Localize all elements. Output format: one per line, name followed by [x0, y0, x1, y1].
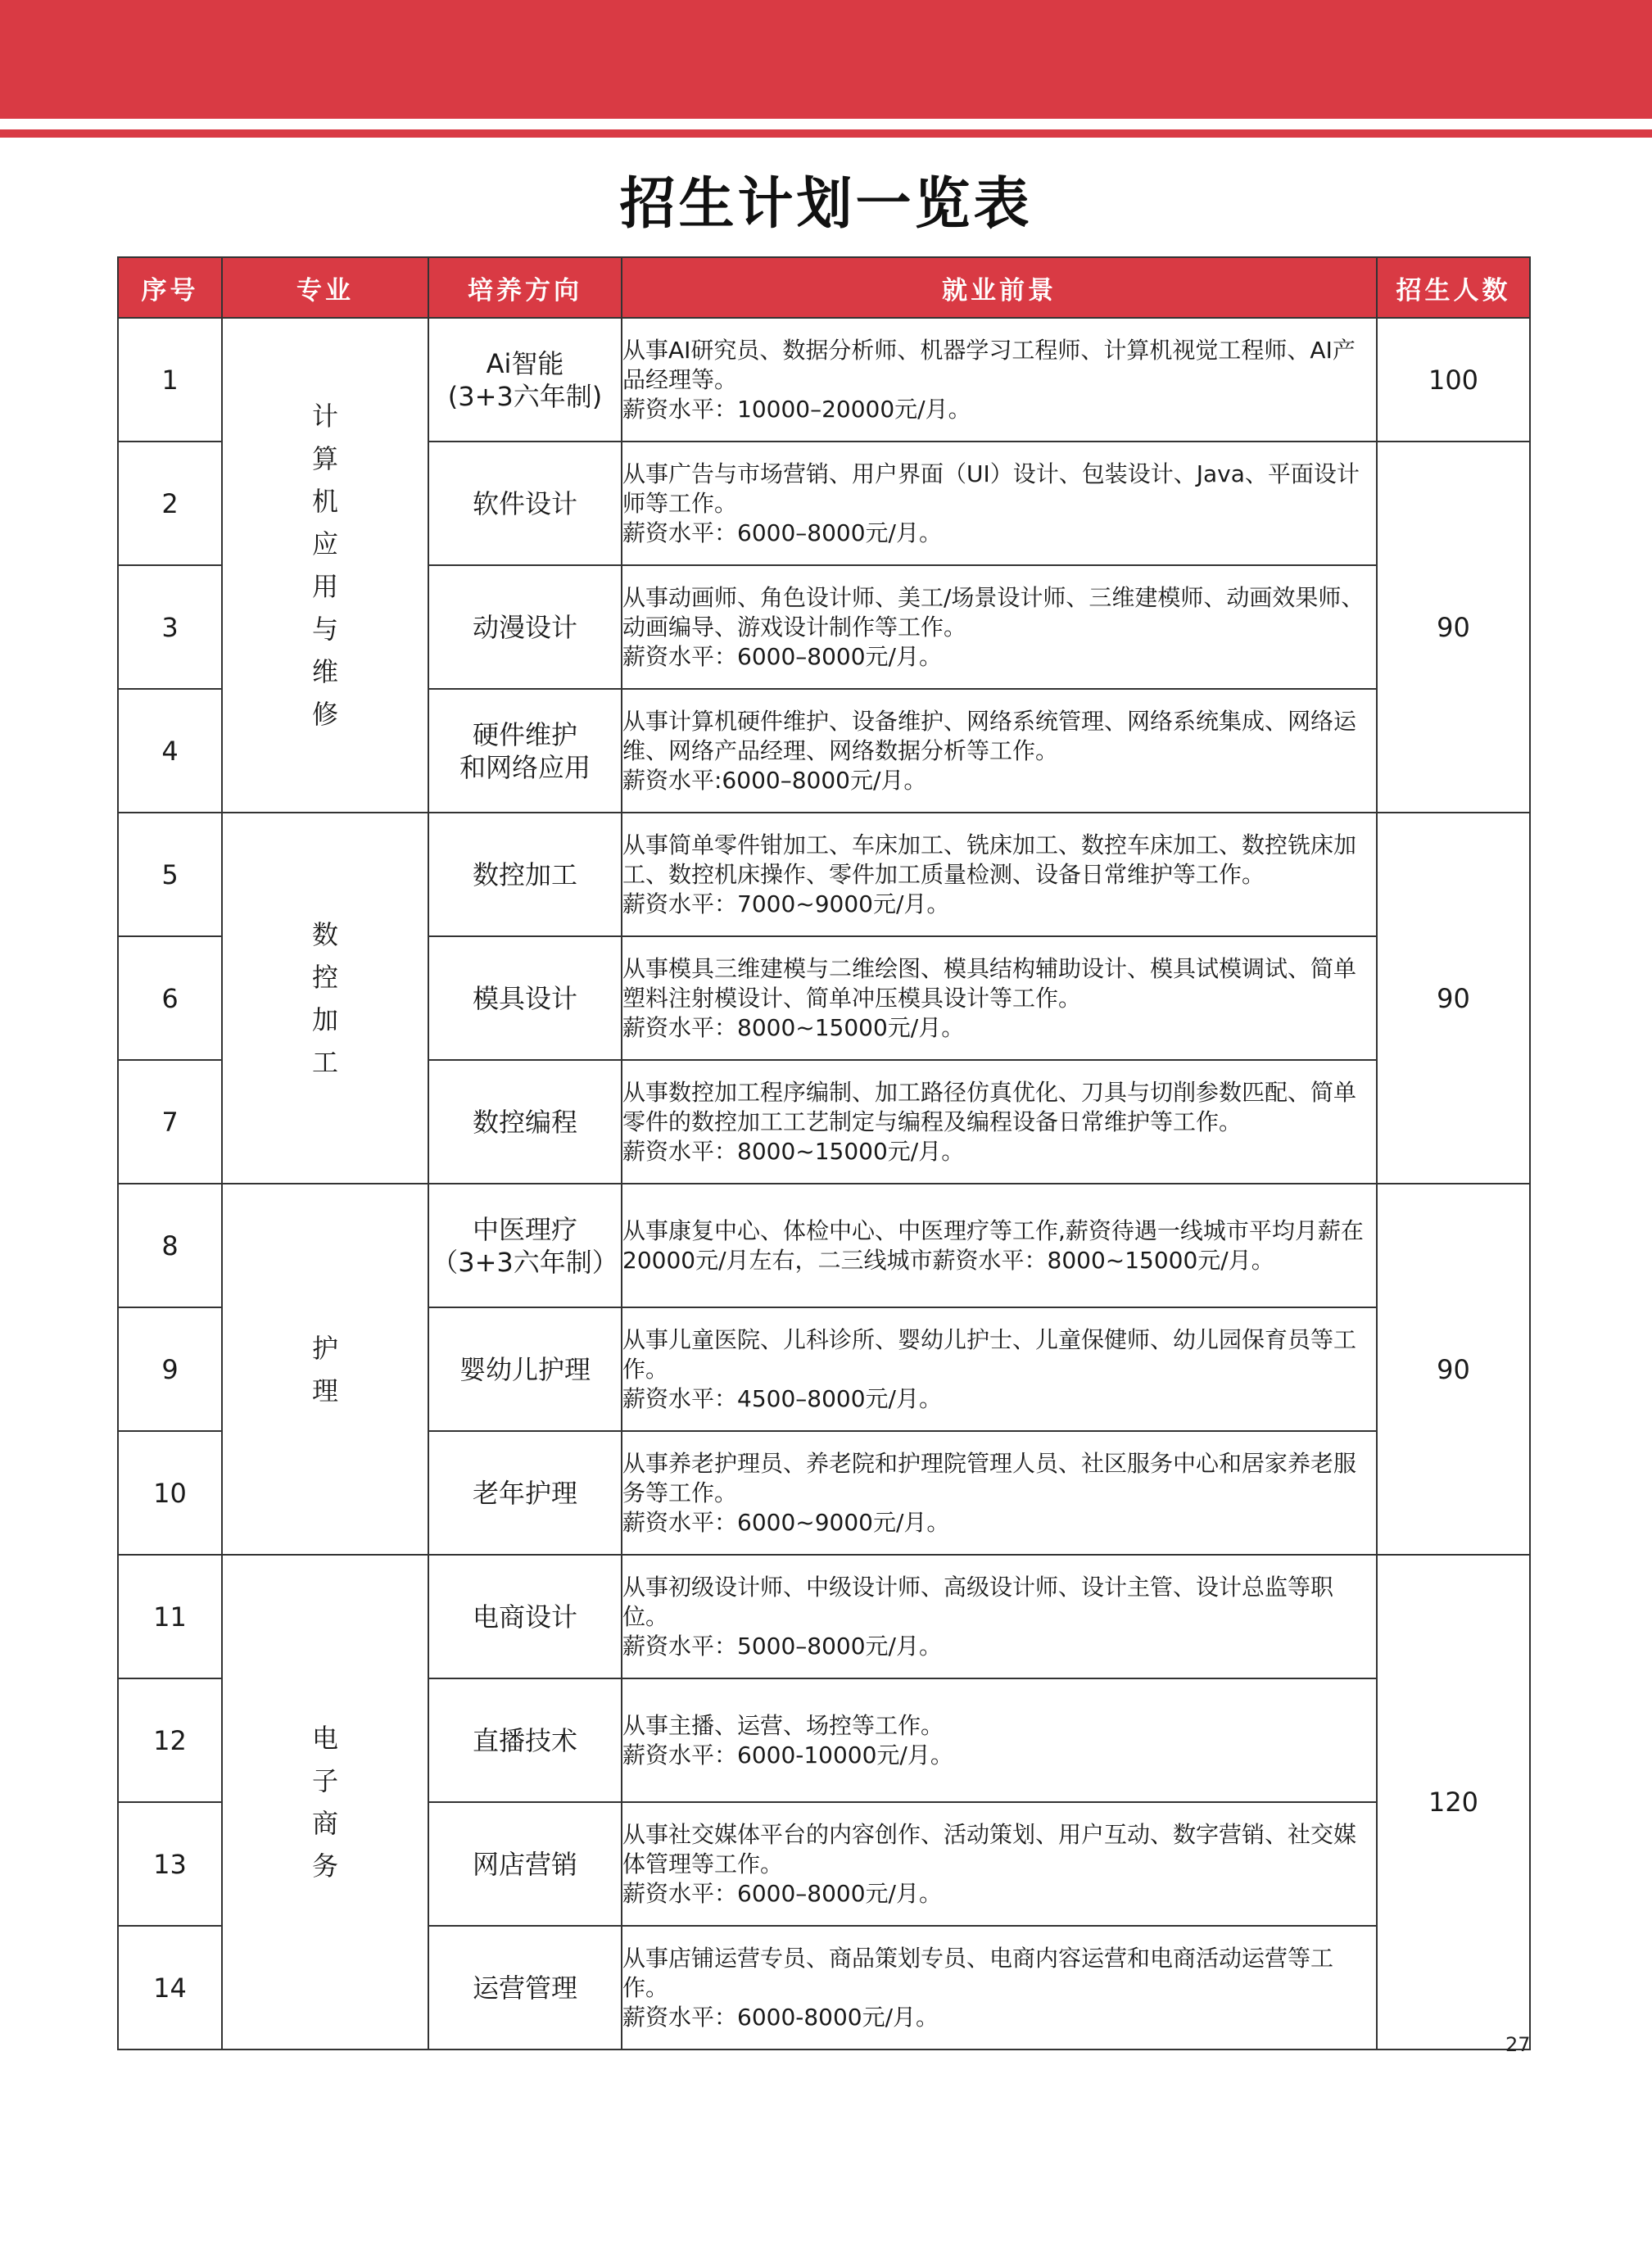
cell-direction: 数控编程 — [428, 1060, 622, 1184]
major-char: 与 — [311, 614, 338, 645]
header-direction: 培养方向 — [428, 257, 622, 318]
cell-quota: 90 — [1377, 813, 1530, 1184]
major-char: 加 — [311, 1003, 338, 1035]
cell-serial: 10 — [118, 1431, 222, 1555]
cell-prospect: 从事康复中心、体检中心、中医理疗等工作,薪资待遇一线城市平均月薪在20000元/月左右，二三线城市薪资水平：8000~15000元/月。 — [622, 1184, 1377, 1307]
top-divider-line — [0, 129, 1652, 138]
cell-prospect: 从事数控加工程序编制、加工路径仿真优化、刀具与切削参数匹配、简单零件的数控加工工艺制定与编程及编程设备日常维护等工作。 薪资水平：8000~15000元/月。 — [622, 1060, 1377, 1184]
cell-direction: 硬件维护 和网络应用 — [428, 689, 622, 813]
major-char: 电 — [311, 1723, 338, 1754]
cell-serial: 14 — [118, 1926, 222, 2050]
major-char: 商 — [311, 1808, 338, 1839]
cell-serial: 5 — [118, 813, 222, 936]
cell-direction: 软件设计 — [428, 442, 622, 565]
major-char: 应 — [311, 528, 338, 559]
cell-serial: 4 — [118, 689, 222, 813]
major-char: 控 — [311, 961, 338, 993]
cell-quota: 100 — [1377, 318, 1530, 442]
cell-major — [222, 1184, 428, 1555]
cell-prospect: 从事简单零件钳加工、车床加工、铣床加工、数控车床加工、数控铣床加工、数控机床操作、零件加工质量检测、设备日常维护等工作。 薪资水平：7000~9000元/月。 — [622, 813, 1377, 936]
cell-prospect: 从事店铺运营专员、商品策划专员、电商内容运营和电商活动运营等工作。 薪资水平：6000-8000元/月。 — [622, 1926, 1377, 2050]
cell-serial: 12 — [118, 1678, 222, 1802]
cell-serial: 13 — [118, 1802, 222, 1926]
cell-serial: 11 — [118, 1555, 222, 1678]
cell-prospect: 从事初级设计师、中级设计师、高级设计师、设计主管、设计总监等职位。 薪资水平：5000–8000元/月。 — [622, 1555, 1377, 1678]
table-body — [118, 318, 1530, 2050]
cell-quota: 90 — [1377, 442, 1530, 813]
cell-serial: 9 — [118, 1307, 222, 1431]
cell-prospect: 从事儿童医院、儿科诊所、婴幼儿护士、儿童保健师、幼儿园保育员等工作。 薪资水平：4500–8000元/月。 — [622, 1307, 1377, 1431]
cell-direction: 直播技术 — [428, 1678, 622, 1802]
cell-serial: 3 — [118, 565, 222, 689]
major-char: 计 — [311, 401, 338, 432]
cell-serial: 7 — [118, 1060, 222, 1184]
cell-direction: 电商设计 — [428, 1555, 622, 1678]
header-serial: 序号 — [118, 257, 222, 318]
cell-prospect: 从事计算机硬件维护、设备维护、网络系统管理、网络系统集成、网络运维、网络产品经理、网络数据分析等工作。 薪资水平:6000–8000元/月。 — [622, 689, 1377, 813]
cell-prospect: 从事广告与市场营销、用户界面（UI）设计、包装设计、Java、平面设计师等工作。 薪资水平：6000–8000元/月。 — [622, 442, 1377, 565]
cell-major — [222, 318, 428, 813]
table-row — [118, 1555, 1530, 1678]
major-char: 维 — [311, 656, 338, 687]
header-quota: 招生人数 — [1377, 257, 1530, 318]
header-prospect: 就业前景 — [622, 257, 1377, 318]
cell-prospect: 从事模具三维建模与二维绘图、模具结构辅助设计、模具试模调试、简单塑料注射模设计、简单冲压模具设计等工作。 薪资水平：8000~15000元/月。 — [622, 936, 1377, 1060]
cell-direction: 动漫设计 — [428, 565, 622, 689]
cell-prospect: 从事AI研究员、数据分析师、机器学习工程师、计算机视觉工程师、AI产品经理等。 薪资水平：10000–20000元/月。 — [622, 318, 1377, 442]
cell-prospect: 从事养老护理员、养老院和护理院管理人员、社区服务中心和居家养老服务等工作。 薪资水平：6000~9000元/月。 — [622, 1431, 1377, 1555]
major-char: 工 — [311, 1046, 338, 1078]
major-char: 数 — [311, 918, 338, 950]
cell-direction: 模具设计 — [428, 936, 622, 1060]
cell-direction: Ai智能 (3+3六年制) — [428, 318, 622, 442]
cell-direction: 数控加工 — [428, 813, 622, 936]
cell-direction: 网店营销 — [428, 1802, 622, 1926]
cell-prospect: 从事主播、运营、场控等工作。 薪资水平：6000-10000元/月。 — [622, 1678, 1377, 1802]
major-char: 子 — [311, 1765, 338, 1796]
cell-direction: 中医理疗 （3+3六年制） — [428, 1184, 622, 1307]
cell-serial: 2 — [118, 442, 222, 565]
cell-serial: 6 — [118, 936, 222, 1060]
cell-direction: 婴幼儿护理 — [428, 1307, 622, 1431]
cell-prospect: 从事动画师、角色设计师、美工/场景设计师、三维建模师、动画效果师、动画编导、游戏设计制作等工作。 薪资水平：6000–8000元/月。 — [622, 565, 1377, 689]
table-row — [118, 318, 1530, 442]
table-header-row — [118, 257, 1530, 318]
major-char: 用 — [311, 571, 338, 602]
major-char: 机 — [311, 486, 338, 517]
table-row — [118, 813, 1530, 936]
major-char: 护 — [311, 1332, 338, 1364]
cell-quota: 120 — [1377, 1555, 1530, 2050]
major-char: 算 — [311, 443, 338, 474]
table-row — [118, 1184, 1530, 1307]
page-title: 招生计划一览表 — [619, 172, 1033, 237]
enrollment-plan-table — [117, 256, 1531, 2050]
cell-direction: 老年护理 — [428, 1431, 622, 1555]
major-char: 修 — [311, 699, 338, 730]
cell-prospect: 从事社交媒体平台的内容创作、活动策划、用户互动、数字营销、社交媒体管理等工作。 薪资水平：6000–8000元/月。 — [622, 1802, 1377, 1926]
top-banner — [0, 0, 1652, 119]
cell-serial: 8 — [118, 1184, 222, 1307]
cell-major — [222, 813, 428, 1184]
cell-direction: 运营管理 — [428, 1926, 622, 2050]
cell-serial: 1 — [118, 318, 222, 442]
cell-major — [222, 1555, 428, 2050]
page-number: 27 — [1505, 2033, 1531, 2056]
cell-quota: 90 — [1377, 1184, 1530, 1555]
major-char: 理 — [311, 1375, 338, 1406]
header-major: 专业 — [222, 257, 428, 318]
major-char: 务 — [311, 1850, 338, 1882]
